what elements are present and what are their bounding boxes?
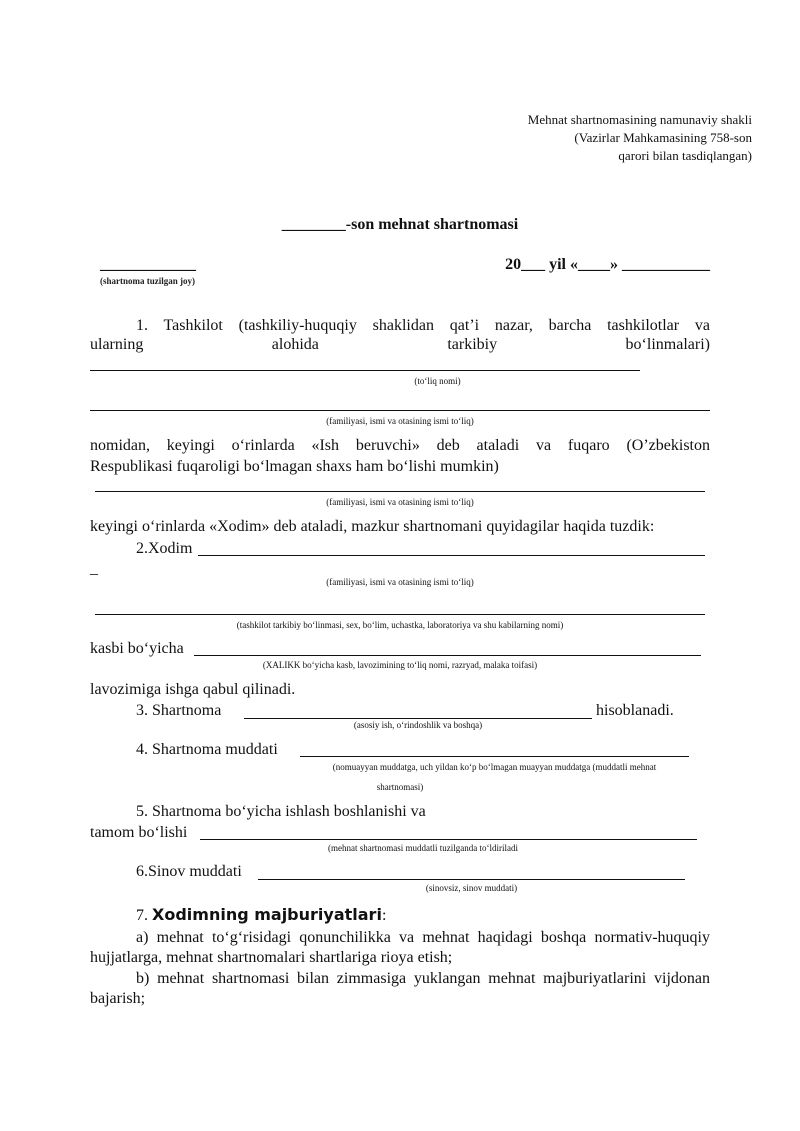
- duty-b: b) mehnat shartnomasi bilan zimmasiga yuklangan mehnat majburiyatlarini vijdonan bajarish;: [90, 970, 710, 1007]
- hire-statement: lavozimiga ishga qabul qilinadi.: [90, 681, 296, 698]
- place-caption: (shartnoma tuzilgan joy): [100, 276, 195, 286]
- section-3-label: 3. Shartnoma: [136, 702, 222, 719]
- word-tarkibiy: tarkibiy: [447, 336, 498, 353]
- contract-type-caption: (asosiy ish, o‘rindoshlik va boshqa): [353, 720, 483, 730]
- probation-caption: (sinovsiz, sinov muddati): [425, 883, 518, 893]
- section-2-label: 2.Xodim: [136, 540, 193, 557]
- duty-a: a) mehnat to‘g‘risidagi qonunchilikka va mehnat haqidagi boshqa normativ-huquqiy hujjatlarga, mehnat shartnomalari shartlariga rioya etish;: [90, 929, 710, 966]
- employee-name-line[interactable]: [95, 491, 705, 492]
- probation-line[interactable]: [258, 879, 685, 880]
- section-3-suffix: hisoblanadi.: [596, 702, 674, 719]
- contract-term-caption-2: shartnomasi): [376, 782, 424, 792]
- word-ularning: ularning: [90, 336, 144, 353]
- form-header-line-3: qarori bilan tasdiqlangan): [618, 148, 752, 163]
- section-1-citizen-text: Respublikasi fuqaroligi bo‘lmagan shaxs ham bo‘lishi mumkin): [90, 458, 499, 475]
- organization-name-caption: (to‘liq nomi): [414, 376, 461, 386]
- xodim-name-caption: (familiyasi, ismi va otasining ismi to‘liq): [326, 577, 474, 587]
- contract-term-line[interactable]: [300, 756, 689, 757]
- work-period-caption: (mehnat shartnomasi muddatli tuzilganda to‘ldiriladi: [328, 843, 518, 853]
- xodim-name-line[interactable]: [198, 555, 705, 556]
- section-5-line-1: 5. Shartnoma bo‘yicha ishlash boshlanishi va: [136, 803, 426, 820]
- work-period-line[interactable]: [200, 839, 697, 840]
- contract-title: ________-son mehnat shartnomasi: [281, 216, 519, 233]
- word-bolinmalari: bo‘linmalari): [625, 336, 710, 353]
- form-header-line-2: (Vazirlar Mahkamasining 758-son: [574, 130, 752, 145]
- kasbi-label: kasbi bo‘yicha: [90, 640, 184, 657]
- section-1-closing: keyingi o‘rinlarda «Xodim» deb ataladi, mazkur shartnomani quyidagilar haqida tuzdik:: [90, 518, 655, 535]
- place-field[interactable]: ____________: [100, 256, 196, 273]
- section-1-line-2: [90, 336, 710, 354]
- section-7-colon: :: [381, 907, 387, 924]
- section-7-title: Xodimning majburiyatlari: [152, 905, 382, 924]
- employer-rep-line[interactable]: [90, 410, 710, 411]
- contract-term-caption-1: (nomuayyan muddatga, uch yildan ko‘p bo‘lmagan muayyan muddatga (muddatli mehnat: [332, 762, 657, 772]
- profession-line[interactable]: [194, 655, 701, 656]
- section-7-number: 7.: [136, 907, 148, 924]
- employer-rep-caption: (familiyasi, ismi va otasining ismi to‘liq): [326, 416, 474, 426]
- section-4-label: 4. Shartnoma muddati: [136, 741, 278, 758]
- word-alohida: alohida: [271, 336, 319, 353]
- contract-type-line[interactable]: [244, 718, 592, 719]
- section-1-intro: 1. Tashkilot (tashkiliy-huquqiy shaklidan qat’i nazar, barcha tashkilotlar va: [136, 317, 710, 334]
- section-7-heading: [136, 905, 386, 925]
- organization-name-line[interactable]: [90, 370, 640, 371]
- section-2-dash: _: [90, 560, 98, 577]
- section-6-label: 6.Sinov muddati: [136, 863, 242, 880]
- date-field[interactable]: 20___ yil «____» ___________: [505, 256, 710, 273]
- section-1-employer-text: nomidan, keyingi o‘rinlarda «Ish beruvchi» deb ataladi va fuqaro (O’zbekiston: [90, 437, 710, 454]
- department-caption: (tashkilot tarkibiy bo‘linmasi, sex, bo‘lim, uchastka, laboratoriya va shu kabilarning nomi): [236, 620, 564, 630]
- profession-caption: (XALIKK bo‘yicha kasb, lavozimining to‘liq nomi, razryad, malaka toifasi): [262, 660, 538, 670]
- form-header-line-1: Mehnat shartnomasining namunaviy shakli: [527, 112, 752, 127]
- department-line[interactable]: [95, 614, 705, 615]
- employee-name-caption: (familiyasi, ismi va otasining ismi to‘liq): [326, 497, 474, 507]
- section-5-line-2: tamom bo‘lishi: [90, 824, 188, 841]
